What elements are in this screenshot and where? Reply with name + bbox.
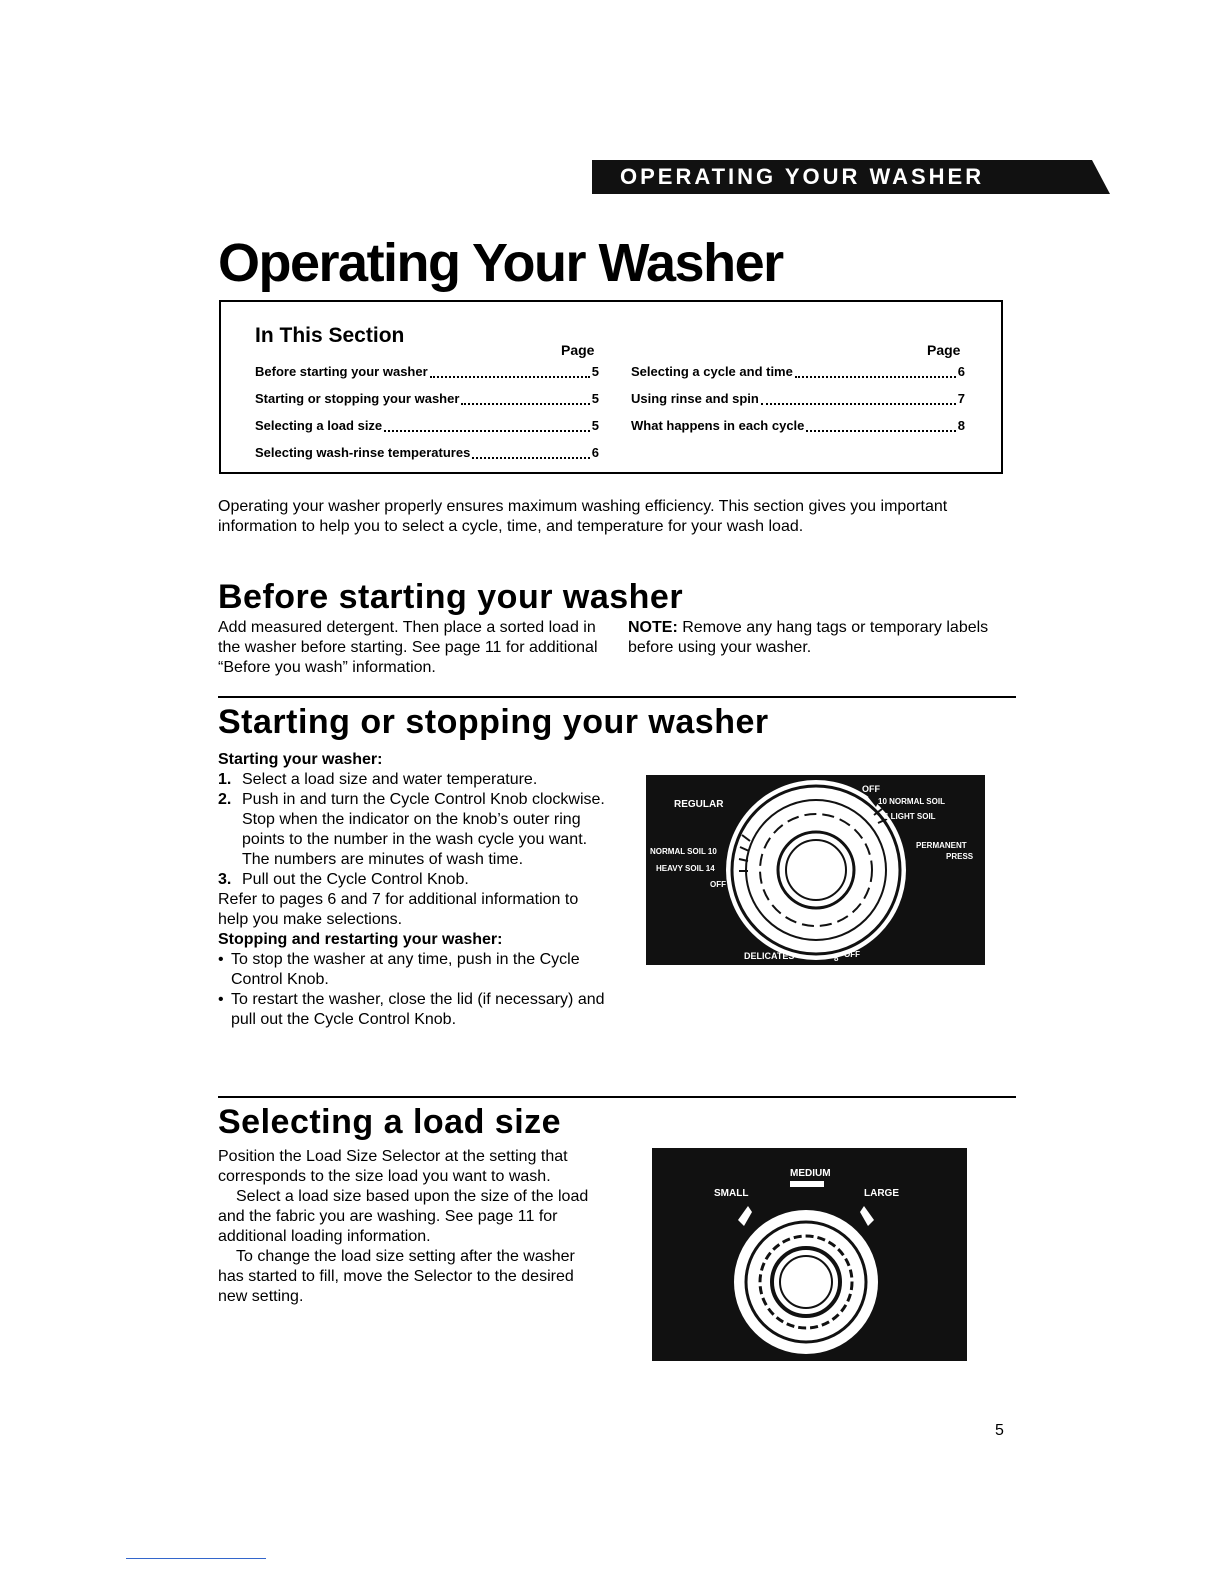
toc-leader bbox=[472, 445, 589, 459]
dial-label-normal-soil: NORMAL SOIL 10 bbox=[650, 847, 717, 856]
toc-entry[interactable] bbox=[255, 391, 599, 409]
toc-leader bbox=[761, 391, 956, 405]
toc-entry[interactable] bbox=[255, 364, 599, 382]
toc-entry-label: Using rinse and spin bbox=[631, 391, 759, 406]
cycle-dial-drawing bbox=[646, 775, 985, 965]
note-label: NOTE: bbox=[628, 619, 678, 636]
toc-entry-page: 5 bbox=[591, 391, 599, 406]
toc-entry-page: 5 bbox=[591, 364, 599, 379]
section-divider bbox=[218, 696, 1016, 698]
starting-steps bbox=[218, 770, 608, 890]
load-label-large: LARGE bbox=[864, 1188, 899, 1199]
toc-entry-page: 7 bbox=[957, 391, 965, 406]
dial-label-permanent: PERMANENT bbox=[916, 841, 967, 850]
toc-leader bbox=[461, 391, 589, 405]
toc-entry-label: Starting or stopping your washer bbox=[255, 391, 460, 406]
toc-entry[interactable] bbox=[631, 418, 965, 436]
toc-leader bbox=[430, 364, 590, 378]
step-text: Pull out the Cycle Control Knob. bbox=[242, 871, 469, 888]
refer-paragraph: Refer to pages 6 and 7 for additional information to help you make selections. bbox=[218, 891, 579, 928]
step-text: Select a load size and water temperature. bbox=[242, 771, 538, 788]
toc-entry-label: Selecting wash-rinse temperatures bbox=[255, 445, 471, 460]
cycle-control-dial-illustration bbox=[646, 775, 985, 965]
toc-heading: In This Section bbox=[255, 324, 405, 347]
dial-label-off-bottom: OFF bbox=[844, 950, 860, 959]
bullet-icon: • bbox=[218, 951, 224, 968]
toc-entry[interactable] bbox=[255, 418, 599, 436]
toc-entry-page: 5 bbox=[591, 418, 599, 433]
toc-right-column bbox=[631, 364, 965, 436]
heading-load-size: Selecting a load size bbox=[218, 1103, 562, 1141]
section-divider bbox=[218, 1096, 1016, 1098]
subheading-starting: Starting your washer: bbox=[218, 751, 383, 768]
subheading-stopping: Stopping and restarting your washer: bbox=[218, 931, 503, 948]
bullet-item bbox=[218, 950, 608, 990]
page-title: Operating Your Washer bbox=[218, 233, 783, 293]
toc-entry[interactable] bbox=[255, 445, 599, 463]
toc-entry-label: What happens in each cycle bbox=[631, 418, 805, 433]
load-size-selector-illustration bbox=[652, 1148, 967, 1361]
dial-label-heavy-soil: HEAVY SOIL 14 bbox=[656, 864, 715, 873]
before-paragraph: Add measured detergent. Then place a sorted load in the washer before starting. See page 11 for additional “Before you wash” information. bbox=[218, 619, 598, 676]
dial-label-off-left: OFF bbox=[710, 880, 726, 889]
load-size-column bbox=[218, 1147, 603, 1307]
heading-before-starting: Before starting your washer bbox=[218, 578, 684, 616]
toc-leader bbox=[384, 418, 590, 432]
load-size-paragraph: Position the Load Size Selector at the setting that corresponds to the size load you want to wash. bbox=[218, 1148, 568, 1185]
dial-label-delicates-8: 8 bbox=[834, 954, 839, 963]
note-text: Remove any hang tags or temporary labels before using your washer. bbox=[628, 619, 989, 656]
step-number: 2. bbox=[218, 791, 232, 808]
step-text: Push in and turn the Cycle Control Knob clockwise. Stop when the indicator on the knob’s outer ring points to the number in the wash cycle you want. The numbers are minutes of wash time. bbox=[242, 791, 605, 868]
toc-left-column bbox=[255, 364, 599, 463]
dial-label-off-top: OFF bbox=[862, 784, 880, 794]
toc-entry-page: 6 bbox=[957, 364, 965, 379]
toc-entry-page: 8 bbox=[957, 418, 965, 433]
toc-page-header-left: Page bbox=[561, 342, 595, 358]
toc-leader bbox=[795, 364, 956, 378]
toc-entry-page: 6 bbox=[591, 445, 599, 460]
heading-starting-stopping: Starting or stopping your washer bbox=[218, 703, 769, 741]
toc-entry-label: Selecting a cycle and time bbox=[631, 364, 793, 379]
stopping-bullets bbox=[218, 950, 608, 1030]
toc-page-header-right: Page bbox=[927, 342, 961, 358]
step-item bbox=[218, 790, 608, 870]
dial-label-delicates: DELICATES bbox=[744, 951, 795, 961]
load-label-medium: MEDIUM bbox=[790, 1168, 831, 1179]
banner-text: OPERATING YOUR WASHER bbox=[620, 164, 985, 189]
load-size-paragraph: Select a load size based upon the size of the load and the fabric you are washing. See page 11 for additional loading information. bbox=[218, 1188, 589, 1245]
load-label-small: SMALL bbox=[714, 1188, 749, 1199]
step-item bbox=[218, 770, 608, 790]
step-item bbox=[218, 870, 608, 890]
toc-leader bbox=[806, 418, 955, 432]
dial-label-light-6: 6 LIGHT SOIL bbox=[884, 812, 936, 821]
intro-paragraph: Operating your washer properly ensures maximum washing efficiency. This section gives you important information to help you to select a cycle, time, and temperature for your wash load. bbox=[218, 498, 948, 535]
dial-label-normal-10: 10 NORMAL SOIL bbox=[878, 797, 945, 806]
load-size-dial-drawing bbox=[652, 1148, 967, 1361]
load-size-paragraph: To change the load size setting after the washer has started to fill, move the Selector to the desired new setting. bbox=[218, 1248, 575, 1305]
bullet-icon: • bbox=[218, 991, 224, 1008]
step-number: 1. bbox=[218, 771, 232, 788]
section-contents-box bbox=[219, 300, 1003, 474]
bullet-text: To stop the washer at any time, push in the Cycle Control Knob. bbox=[231, 951, 580, 988]
toc-entry-label: Selecting a load size bbox=[255, 418, 383, 433]
starting-column bbox=[218, 750, 608, 1030]
dial-label-regular: REGULAR bbox=[674, 799, 724, 810]
note-paragraph bbox=[628, 618, 993, 658]
bullet-text: To restart the washer, close the lid (if necessary) and pull out the Cycle Control Knob. bbox=[231, 991, 605, 1028]
toc-entry-label: Before starting your washer bbox=[255, 364, 428, 379]
bullet-item bbox=[218, 990, 608, 1030]
footer-line bbox=[126, 1558, 266, 1559]
page-number: 5 bbox=[995, 1422, 1004, 1439]
toc-entry[interactable] bbox=[631, 391, 965, 409]
dial-label-press: PRESS bbox=[946, 852, 974, 861]
step-number: 3. bbox=[218, 871, 232, 888]
toc-entry[interactable] bbox=[631, 364, 965, 382]
section-banner bbox=[592, 160, 1110, 194]
